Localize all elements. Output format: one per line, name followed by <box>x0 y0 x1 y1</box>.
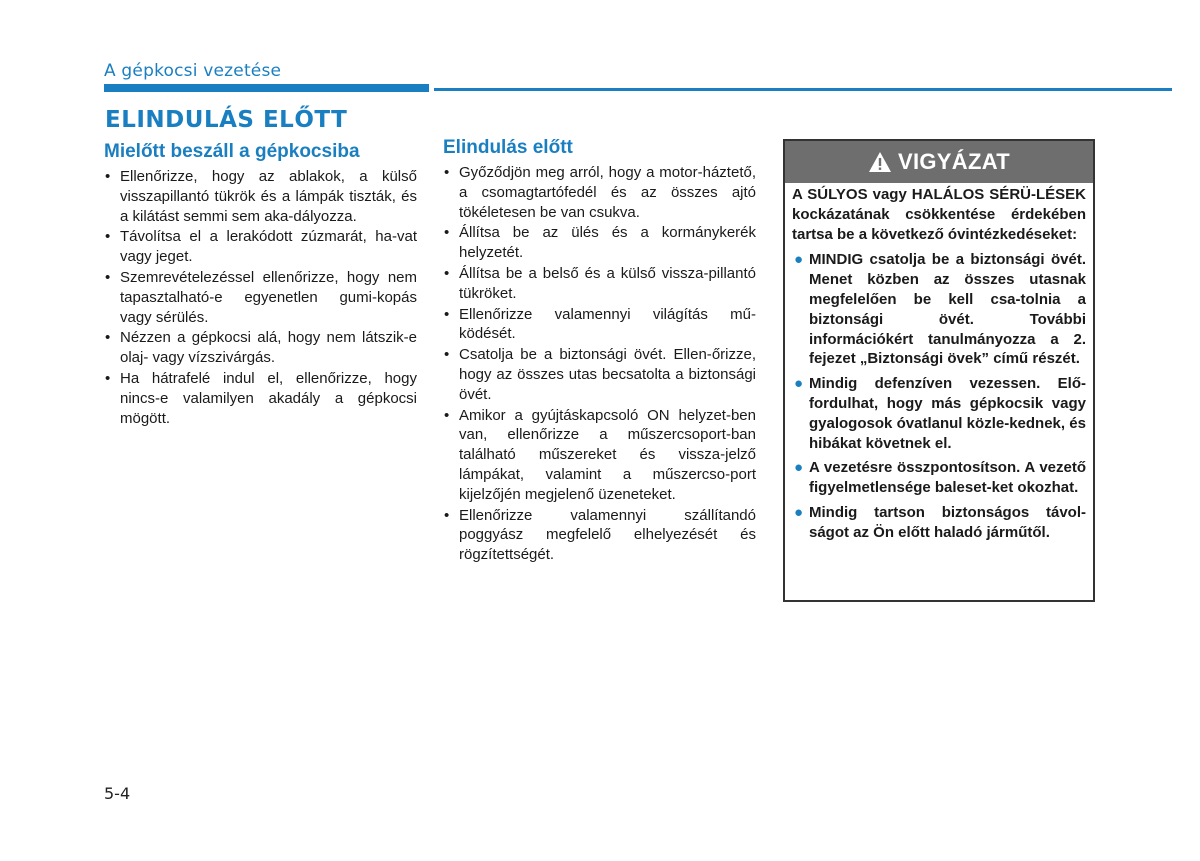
intro-line: óvintézkedéseket: <box>947 225 1078 243</box>
left-heading: Mielőtt beszáll a gépkocsiba <box>104 141 360 162</box>
item-line: vagy gyalogosok óvatlanul közle- <box>809 394 1086 432</box>
bullet-icon: • <box>105 168 111 185</box>
item-line: Ha hátrafelé indul el, ellenőrizze, hogy <box>120 369 417 387</box>
item-line: tolnia a biztonsági övét. További <box>809 290 1086 328</box>
item-line: őrizze, hogy az összes utas becsatolta <box>459 346 756 383</box>
item-line: ket okozhat. <box>991 479 1079 497</box>
item-line: jelző lámpákat, valamint a műszercso- <box>459 446 756 483</box>
bullet-icon: • <box>105 228 111 246</box>
list-item <box>443 345 756 404</box>
bullet-icon: • <box>444 224 450 242</box>
item-line: Mindig tartson biztonságos távol- <box>809 503 1086 521</box>
warning-intro <box>792 185 1086 244</box>
item-line: nem tapasztalható-e egyenetlen gumi- <box>120 268 417 306</box>
item-line: rögzítettségét. <box>459 546 555 564</box>
item-line: mögött. <box>120 409 171 427</box>
item-line: ben van, ellenőrizze a műszercsoport- <box>459 406 756 444</box>
list-item <box>443 305 756 345</box>
item-line: Ellenőrizze, hogy az ablakok, a külső <box>120 168 417 185</box>
list-item <box>443 264 756 304</box>
middle-heading: Elindulás előtt <box>443 137 573 158</box>
list-item <box>104 167 417 226</box>
item-line: kednek, és hibákat követnek el. <box>809 414 1086 452</box>
bullet-icon: • <box>444 305 450 323</box>
list-item <box>792 458 1086 498</box>
item-line: övét. Menet közben az összes <box>809 251 1086 289</box>
item-line: Szemrevételezéssel ellenőrizze, hogy <box>120 268 380 286</box>
middle-column <box>443 136 756 566</box>
intro-line: A SÚLYOS vagy HALÁLOS SÉRÜ- <box>792 186 1036 203</box>
bullet-icon: ● <box>794 459 804 477</box>
item-line: ságot az Ön előtt haladó járműtől. <box>809 523 1050 541</box>
bullet-icon: • <box>105 268 111 286</box>
item-line: részét. <box>1032 350 1080 368</box>
item-line: nincs-e valamilyen akadály a gépkocsi <box>120 389 417 407</box>
list-item <box>792 374 1086 453</box>
item-line: Amikor a gyújtáskapcsoló ON helyzet- <box>459 406 731 424</box>
item-line: kopás vagy sérülés. <box>120 288 417 326</box>
bullet-icon: ● <box>794 251 804 269</box>
item-line: vat vagy jeget. <box>120 228 417 266</box>
item-line: helyzetét. <box>459 244 524 262</box>
bullet-icon: • <box>105 329 111 347</box>
item-line: Mindig defenzíven vezessen. Elő- <box>809 375 1086 393</box>
warning-triangle-icon <box>868 151 892 173</box>
list-item <box>792 250 1086 369</box>
item-line: Csatolja be a biztonsági övét. Ellen- <box>459 346 712 364</box>
bullet-icon: • <box>444 406 450 424</box>
item-line: fordulhat, hogy más gépkocsik <box>809 394 1044 412</box>
list-item <box>443 223 756 263</box>
left-column <box>104 140 417 429</box>
item-line: dályozza. <box>293 207 357 225</box>
item-line: látszik-e olaj- vagy vízszivárgás. <box>120 329 417 367</box>
warning-body <box>785 183 1093 543</box>
item-line: információkért tanulmányozza a <box>809 330 1059 348</box>
bullet-icon: • <box>444 264 450 282</box>
bullet-icon: • <box>444 346 450 364</box>
page-number: 5-4 <box>104 784 131 803</box>
item-line: ban található műszereket és vissza- <box>459 426 756 464</box>
intro-line: LÉSEK kockázatának csökkentése <box>792 186 1086 223</box>
list-item <box>443 163 756 222</box>
list-item <box>443 406 756 505</box>
list-item <box>104 369 417 428</box>
list-item <box>104 227 417 267</box>
item-line: utasnak megfelelően be kell csa- <box>809 271 1086 308</box>
item-line: A vezetésre összpontosítson. A <box>809 459 1035 477</box>
item-line: Ellenőrizze valamennyi szállítandó <box>459 506 756 524</box>
item-line: Nézzen a gépkocsi alá, hogy nem <box>120 329 356 347</box>
bullet-icon: ● <box>794 375 804 393</box>
item-line: Győződjön meg arról, hogy a motor- <box>459 164 703 181</box>
item-line: tiszták, és a kilátást semmi sem aka- <box>120 187 418 225</box>
item-line: Ellenőrizze valamennyi világítás mű- <box>459 305 756 323</box>
item-line: Állítsa be a belső és a külső vissza- <box>459 264 709 282</box>
chapter-title: A gépkocsi vezetése <box>104 61 282 81</box>
item-line: háztető, a csomagtartófedél és az <box>459 164 756 201</box>
section-title: ELINDULÁS ELŐTT <box>105 107 348 133</box>
item-line: visszapillantó tükrök és a lámpák <box>120 187 344 205</box>
item-line: pillantó tükröket. <box>459 264 756 302</box>
warning-header <box>785 141 1093 183</box>
item-line: vezető figyelmetlensége baleset- <box>809 459 1087 497</box>
bullet-icon: • <box>105 369 111 387</box>
item-line: poggyász megfelelő elhelyezését és <box>459 526 756 544</box>
item-line: a biztonsági övét. <box>459 365 756 403</box>
list-item <box>104 328 417 368</box>
item-line: Távolítsa el a lerakódott zúzmarát, ha- <box>120 228 397 246</box>
warning-title: VIGYÁZAT <box>898 149 1010 174</box>
item-line: ködését. <box>459 325 516 343</box>
item-line: port kijelzőjén megjelenő üzeneteket. <box>459 465 756 503</box>
warning-box <box>783 139 1095 602</box>
list-item <box>792 503 1086 543</box>
middle-bullet-list <box>443 163 756 565</box>
header-rule-thick <box>104 84 429 92</box>
list-item <box>443 506 756 565</box>
left-bullet-list <box>104 167 417 428</box>
warning-bullet-list <box>792 250 1086 542</box>
item-line: MINDIG csatolja be a biztonsági <box>809 251 1045 269</box>
bullet-icon: • <box>444 164 450 181</box>
item-line: Állítsa be az ülés és a kormánykerék <box>459 224 756 242</box>
intro-line: érdekében tartsa be a következő <box>792 205 1086 243</box>
bullet-icon: ● <box>794 503 804 521</box>
list-item <box>104 268 417 327</box>
header-rule-thin <box>434 88 1172 91</box>
bullet-icon: • <box>444 506 450 524</box>
item-line: összes ajtó tökéletesen be van csukva. <box>459 183 757 221</box>
item-line: 2. fejezet „Biztonsági övek” című <box>809 330 1086 368</box>
